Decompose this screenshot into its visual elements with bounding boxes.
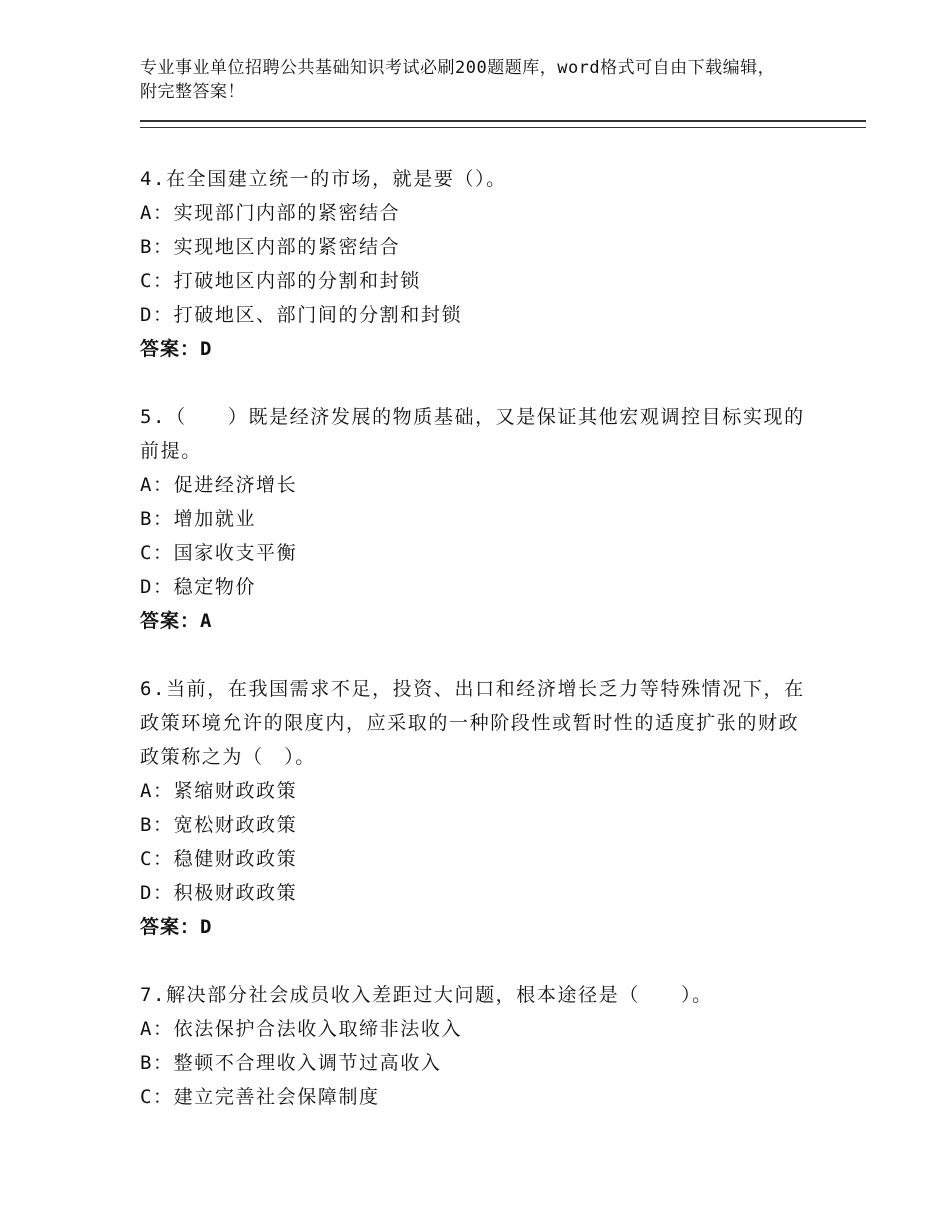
question-list (140, 162, 810, 1148)
answer-label: 答案：D (140, 338, 213, 360)
answer-label: 答案：D (140, 916, 213, 938)
answer-label: 答案：A (140, 610, 213, 632)
option-a: A：依法保护合法收入取缔非法收入 (140, 1018, 463, 1040)
question-6 (140, 672, 810, 944)
option-d: D：打破地区、部门间的分割和封锁 (140, 304, 463, 326)
question-5 (140, 400, 810, 638)
option-b: B：整顿不合理收入调节过高收入 (140, 1052, 442, 1074)
header-divider (140, 120, 866, 128)
question-text: 6.当前，在我国需求不足，投资、出口和经济增长乏力等特殊情况下，在政策环境允许的限度内，应采取的一种阶段性或暂时性的适度扩张的财政政策称之为（ ）。 (140, 678, 805, 768)
question-7 (140, 978, 810, 1114)
option-c: C：国家收支平衡 (140, 542, 298, 564)
option-b: B：宽松财政政策 (140, 814, 298, 836)
question-text: 4.在全国建立统一的市场，就是要（）。 (140, 168, 507, 190)
option-d: D：稳定物价 (140, 576, 257, 598)
option-b: B：实现地区内部的紧密结合 (140, 236, 401, 258)
option-b: B：增加就业 (140, 508, 257, 530)
option-c: C：建立完善社会保障制度 (140, 1086, 380, 1108)
option-a: A：实现部门内部的紧密结合 (140, 202, 401, 224)
option-c: C：稳健财政政策 (140, 848, 298, 870)
question-4 (140, 162, 810, 366)
question-text: 7.解决部分社会成员收入差距过大问题，根本途径是（ ）。 (140, 984, 713, 1006)
option-c: C：打破地区内部的分割和封锁 (140, 270, 421, 292)
option-a: A：促进经济增长 (140, 474, 298, 496)
option-a: A：紧缩财政政策 (140, 780, 298, 802)
question-text: 5.（ ）既是经济发展的物质基础，又是保证其他宏观调控目标实现的前提。 (140, 406, 805, 462)
option-d: D：积极财政政策 (140, 882, 298, 904)
document-header: 专业事业单位招聘公共基础知识考试必刷200题题库，word格式可自由下载编辑，附完整答案！ (140, 58, 776, 102)
